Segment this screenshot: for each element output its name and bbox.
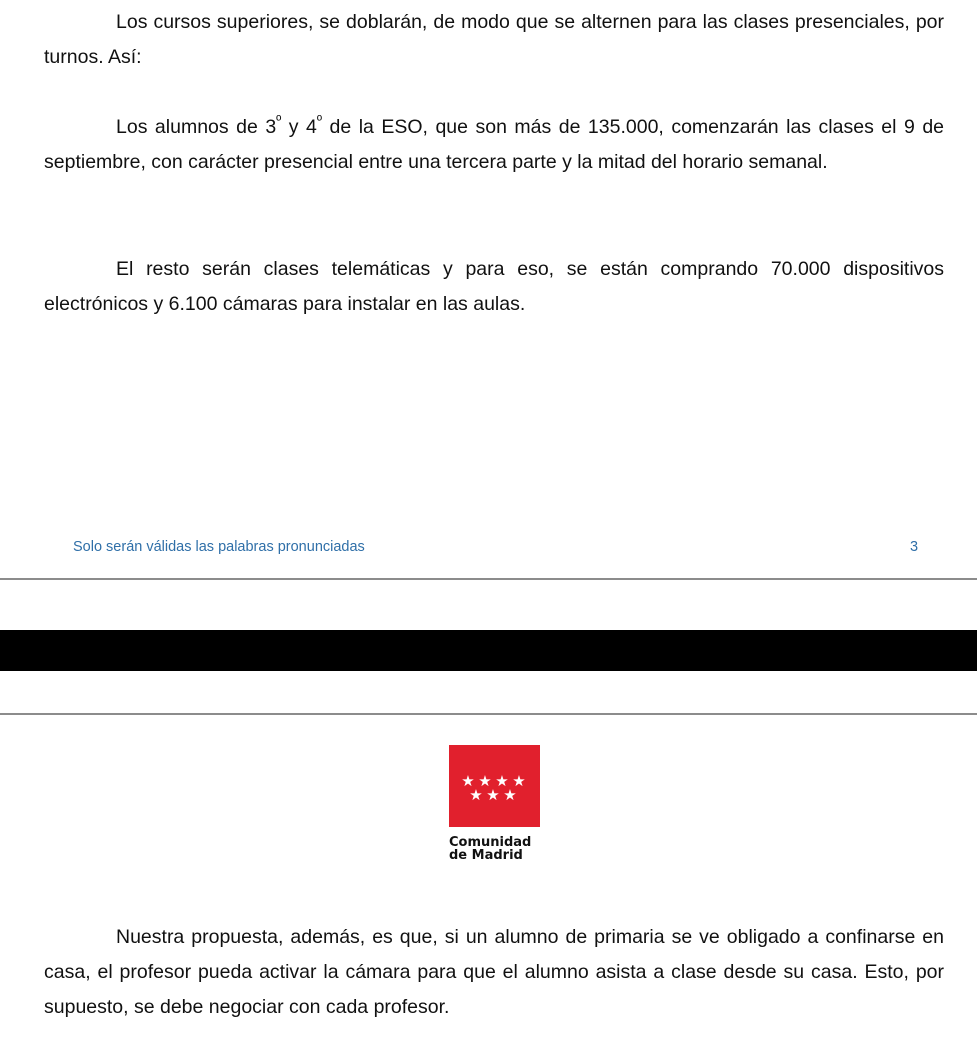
paragraph-cursos-superiores: Los cursos superiores, se doblarán, de modo que se alternen para las clases presenciales, por turnos. Así: [44, 11, 944, 68]
svg-text:★: ★ [478, 772, 492, 790]
svg-text:★: ★ [512, 772, 526, 790]
svg-text:★: ★ [503, 786, 517, 804]
logo-text-line-2: de Madrid [449, 848, 523, 863]
page-number: 3 [910, 539, 919, 555]
page-gap [0, 630, 977, 671]
comunidad-de-madrid-logo [449, 745, 540, 870]
paragraph-alumnos-eso-part-3: de la ESO, que son más de 135.000, comenzarán las clases el 9 de septiembre, con carácter presencial entre una tercera parte y la mitad del horario semanal. [44, 116, 945, 173]
paragraph-alumnos-eso-part-1: Los alumnos de 3 [116, 116, 277, 138]
paragraph-alumnos-eso [44, 110, 944, 180]
svg-text:★: ★ [495, 772, 509, 790]
paragraph-clases-telematicas: El resto serán clases telemáticas y para eso, se están comprando 70.000 dispositivos electrónicos y 6.100 cámaras para instalar en las aulas. [44, 258, 944, 315]
paragraph-propuesta-primaria: Nuestra propuesta, además, es que, si un alumno de primaria se ve obligado a confinarse en casa, el profesor pueda activar la cámara para que el alumno asista a clase desde su casa. Esto, por supuesto, se debe negociar con cada profesor. [44, 926, 944, 1018]
logo-red-square [449, 745, 540, 827]
page-bottom-edge [0, 578, 977, 580]
footer-note: Solo serán válidas las palabras pronunciadas [73, 539, 365, 555]
svg-text:★: ★ [469, 786, 483, 804]
logo-text [449, 836, 540, 862]
svg-text:★: ★ [461, 772, 475, 790]
svg-text:★: ★ [486, 786, 500, 804]
ordinal-superscript-3: º [276, 112, 282, 129]
ordinal-superscript-4: º [316, 112, 323, 129]
stars-icon [449, 745, 540, 827]
page-top-edge [0, 713, 977, 715]
paragraph-alumnos-eso-part-2: y 4 [281, 116, 317, 138]
logo-text-line-1: Comunidad [449, 835, 532, 850]
